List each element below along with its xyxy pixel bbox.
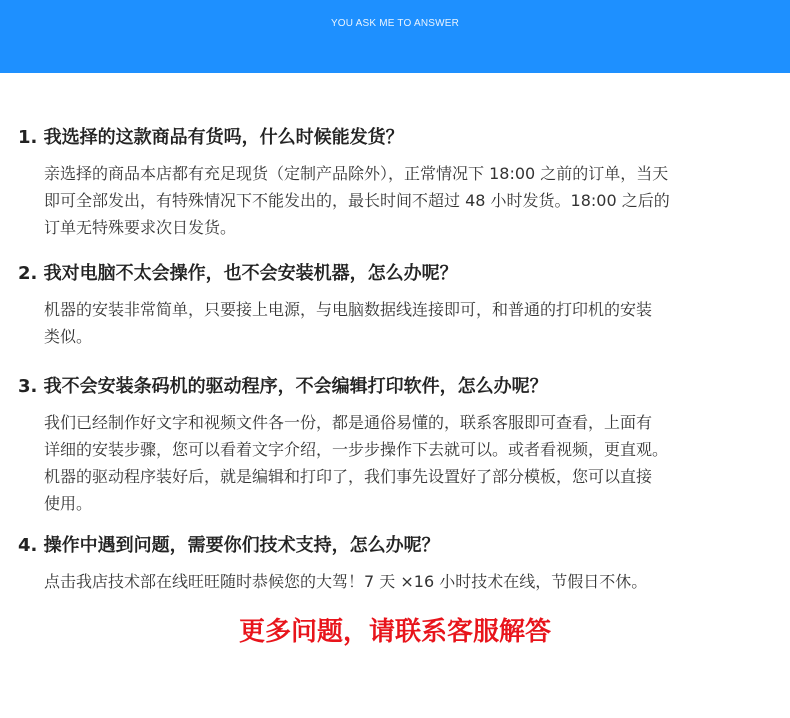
faq-answer-3-line-2: 详细的安装步骤，您可以看着文字介绍，一步步操作下去就可以。或者看视频，更直观。 <box>44 440 669 459</box>
faq-answer-3 <box>44 409 774 517</box>
faq-question-1: 1. 我选择的这款商品有货吗，什么时候能发货？ <box>18 127 404 148</box>
header-banner <box>0 0 790 73</box>
faq-item-2 <box>18 262 778 350</box>
faq-question-2: 2. 我对电脑不太会操作，也不会安装机器，怎么办呢？ <box>18 263 458 284</box>
faq-answer-1-line-3: 订单无特殊要求次日发货。 <box>44 218 237 237</box>
faq-question-4: 4. 操作中遇到问题，需要你们技术支持，怎么办呢？ <box>18 535 440 556</box>
faq-answer-2-line-1: 机器的安装非常简单，只要接上电源，与电脑数据线连接即可，和普通的打印机的安装 <box>44 300 653 319</box>
faq-item-4 <box>18 534 778 595</box>
contact-support-cta: 更多问题，请联系客服解答 <box>238 617 551 647</box>
faq-answer-2-line-2: 类似。 <box>44 327 93 346</box>
faq-answer-4-line-1: 点击我店技术部在线旺旺随时恭候您的大驾！7 天 ×16 小时技术在线，节假日不休。 <box>44 572 648 591</box>
faq-answer-3-line-3: 机器的驱动程序装好后，就是编辑和打印了，我们事先设置好了部分模板，您可以直接 <box>44 467 653 486</box>
faq-answer-4 <box>44 568 774 595</box>
faq-answer-1 <box>44 160 774 241</box>
banner-title: YOU ASK ME TO ANSWER <box>330 18 460 29</box>
faq-answer-3-line-1: 我们已经制作好文字和视频文件各一份，都是通俗易懂的，联系客服即可查看，上面有 <box>44 413 653 432</box>
faq-answer-3-line-4: 使用。 <box>44 494 93 513</box>
faq-question-3: 3. 我不会安装条码机的驱动程序，不会编辑打印软件，怎么办呢？ <box>18 376 548 397</box>
faq-answer-1-line-1: 亲选择的商品本店都有充足现货（定制产品除外），正常情况下 18:00 之前的订单，当天 <box>44 164 669 183</box>
faq-answer-1-line-2: 即可全部发出，有特殊情况下不能发出的，最长时间不超过 48 小时发货。18:00 之后的 <box>44 191 670 210</box>
faq-item-3 <box>18 375 778 517</box>
faq-item-1 <box>18 126 778 241</box>
faq-answer-2 <box>44 296 774 350</box>
